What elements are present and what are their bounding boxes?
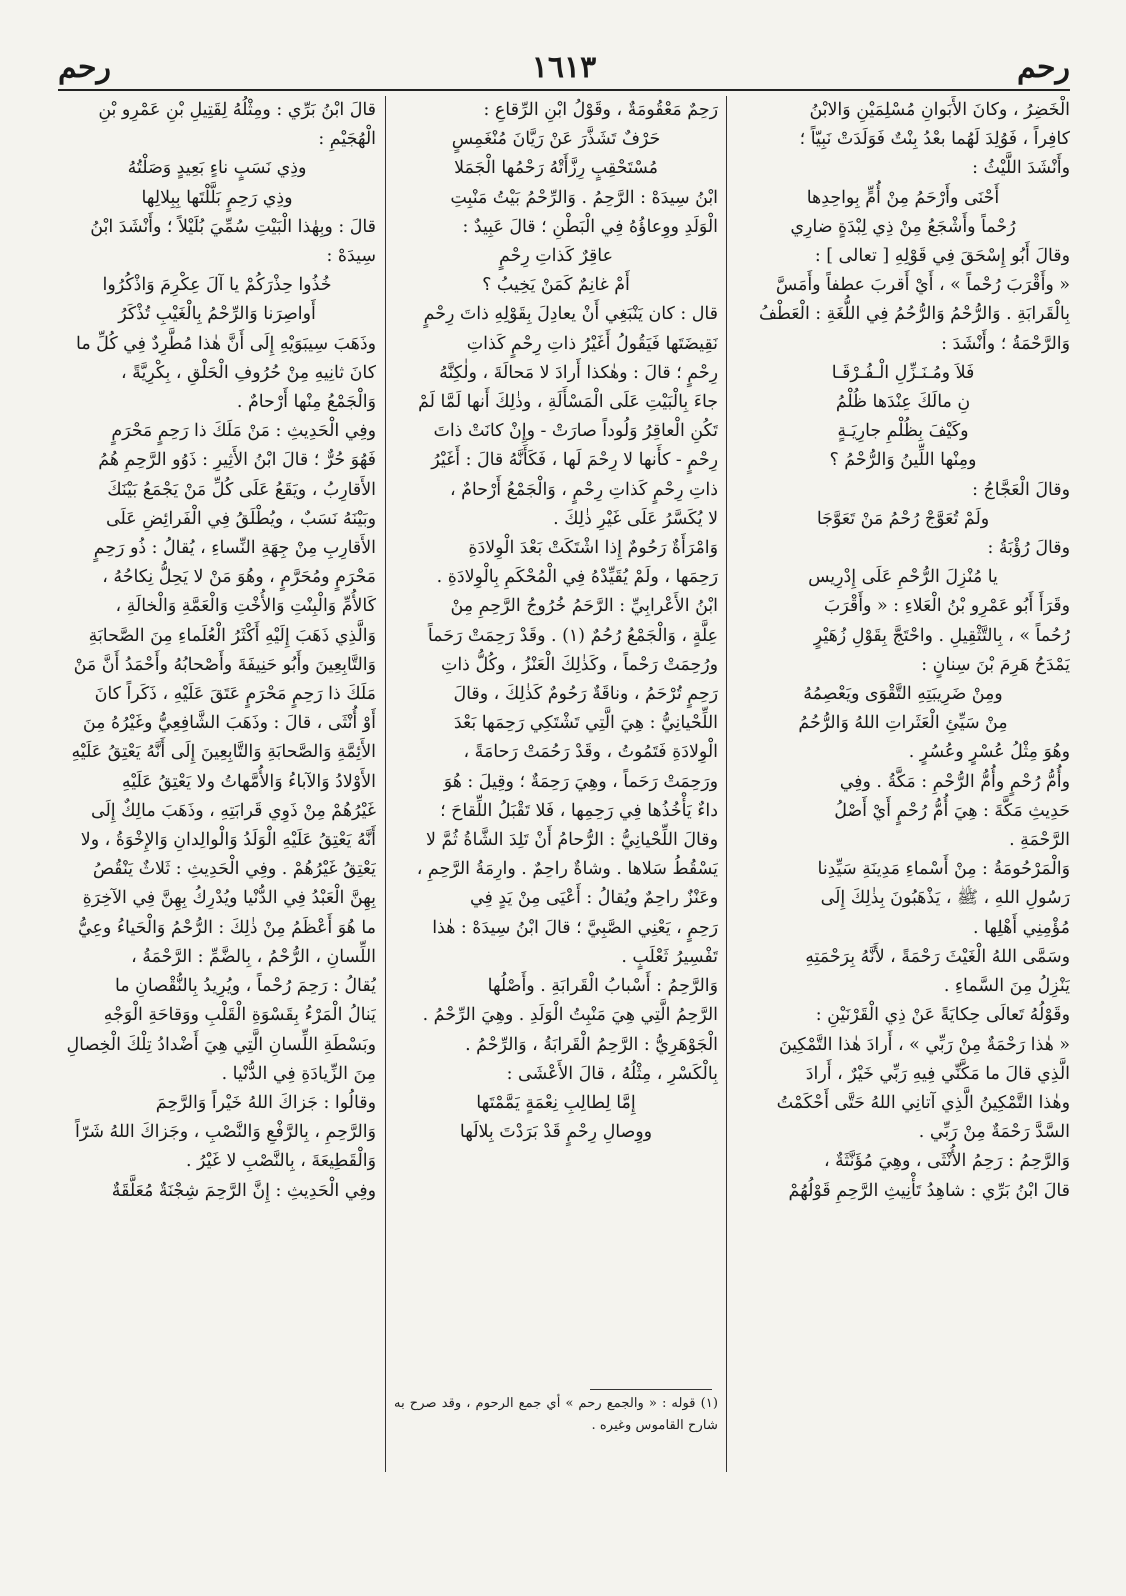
text-line: رِحْمٍ ؛ قالَ : وهٰكذا أَرادَ لا مَحالَةَ ، ولٰكِنَّهُ — [439, 362, 718, 383]
text-line: وَالرَّحِمِ ، بِالرَّفْعِ وَالنَّصْبِ ، وجَزاكَ اللهُ شَرّاً — [74, 1122, 376, 1143]
page-number: ١٦١٣ — [531, 50, 597, 85]
text-line: وَالتَّابِعِينَ وأَبُو حَنِيفَةَ وأَصْحابُهُ وأَحْمَدُ أَنَّ مَنْ — [73, 654, 376, 675]
text-line: رَحِمٍ تُرْحَمُ ، وناقَةٌ رَحُومٌ كَذٰلِكَ ، وقالَ — [453, 684, 718, 705]
text-line: كافِراً ، فَوُلِدَ لَهُما بعْدُ بِنْتٌ فَوَلَدَتْ نَبِيّاً ؛ — [799, 129, 1070, 150]
text-line: ورَحِمَتْ رَحَماً ، وهِيَ رَحِمَةٌ ؛ وقِيلَ : هُوَ — [443, 771, 718, 792]
text-line: وقالُوا : جَزاكَ اللهُ خَيْراً وَالرَّحِمَ — [155, 1092, 376, 1113]
text-line: الرَّحِمُ الَّتِي هِيَ مَنْبِتُ الْوَلَدِ . وهِيَ الرِّحْمُ . — [422, 1005, 718, 1026]
text-line: وهُوَ مِثْلُ عُسْرٍ وعُسُرٍ . — [908, 742, 1070, 763]
text-line: وعَنْزٌ راحِمٌ ويُقالُ : أَعْيَى مِنْ يَدٍ فِي — [470, 888, 718, 909]
text-line: نِ مالَكَ عِنْدَها ظُلْمُ — [835, 392, 971, 413]
text-line: « وأَقْرَبَ رُحْماً » ، أَيْ أَقربَ عطفاً وأَمَسَّ — [775, 275, 1070, 296]
text-line: رَحِمٌ مَعْقُومَةٌ ، وقَوْلُ ابْنِ الرِّقاعِ : — [483, 100, 718, 120]
text-line: ما هُوَ أَعْظَمُ مِنْ ذٰلِكَ : الرُّحْمُ وَالْحَياءُ وعِيُّ — [78, 917, 376, 938]
text-line: بِالْكَسْرِ ، مِثْلُهُ ، قالَ الأَعْشَى : — [506, 1063, 718, 1084]
text-line: الْوِلادَةِ فَتَمُوتُ ، وقَدْ رَحُمَتْ رَحامَةً ، — [463, 742, 718, 763]
text-line: « هٰذا رَحْمَةٌ مِنْ رَبِّي » ، أَرادَ هٰذا التَّمْكِينَ — [778, 1034, 1070, 1055]
text-line: نَقِيضَتَها فَيَقُولُ أَغَيْرُ ذاتِ رِحْمٍ كَذاتِ — [466, 333, 718, 354]
text-line: يَمْدَحُ هَرِمَ بْنَ سِنانٍ : — [921, 654, 1070, 675]
text-line: وقالَ اللِّحْيانِيُّ : الرُّحامُ أَنْ تَلِدَ الشَّاةُ ثُمَّ لا — [426, 830, 718, 851]
text-line: وهٰذا التَّمْكِينُ الَّذِي آتانِي اللهُ حَتَّى أَحْكَمْتُ — [776, 1092, 1070, 1113]
column-divider — [726, 96, 727, 1472]
text-line: الْجَوْهَرِيُّ : الرَّحِمُ الْقَرابَةُ ، وَالرِّحْمُ . — [465, 1034, 718, 1055]
text-line: وَالْجَمْعُ مِنْها أَرْحامٌ . — [236, 392, 376, 413]
footnote: (١) قوله : « والجمع رحم » أي جمع الرحوم ، وقد صرح به شارح القاموس وغيره . — [394, 1396, 718, 1433]
text-line: وقالَ رُؤْبَةُ : — [987, 538, 1070, 559]
header-right-word: رحم — [1017, 50, 1070, 85]
text-line: السَّدَّ رَحْمَةٌ مِنْ رَبِّي . — [918, 1122, 1070, 1143]
text-line: الْوَلَدِ ووِعاؤُهُ فِي الْبَطْنِ ؛ قالَ عَبِيدٌ : — [462, 216, 718, 237]
column-divider — [385, 96, 386, 1472]
text-line: فَلاَ ومُـنَـزِّلِ الْـفُـرْقَـا — [831, 362, 975, 383]
text-line: اللِّحْيانِيُّ : هِيَ الَّتِي تَشْتَكِي رَحِمَها بَعْدَ — [453, 713, 718, 734]
text-line: سِيدَهْ : — [326, 246, 376, 267]
text-line: يَعْتِقُ غَيْرُهُمْ . وفِي الْحَدِيثِ : ثَلاثٌ يَنْقُصُ — [92, 859, 376, 880]
header-rule — [58, 89, 1070, 91]
text-line: يُقالُ : رَحِمَ رُحْماً ، ويُرِيدُ بِالنُّقْصانِ ما — [114, 976, 376, 997]
text-line: مِنْ سَيِّئِ الْعَثَراتِ اللهُ وَالرُّحُمُ — [798, 713, 1008, 734]
text-line: أَحْنَى وأَرْحَمُ مِنْ أُمٍّ بِواحِدِها — [806, 187, 1000, 208]
column-middle — [394, 96, 718, 1476]
text-line: رِحْمٍ - كأَنها لا رِحْمَ لَها ، فَكَأَنَّهُ قالَ : أَغَيْرُ — [431, 450, 718, 471]
text-line: ابْنُ الأَعْرابِيِّ : الرَّحَمُ خُرُوجُ الرَّحِمِ مِنْ — [450, 596, 718, 617]
text-line: قالَ ابْنُ بَرِّي : ومِثْلُهُ لِقَتِيلِ بْنِ عَمْرِو بْنِ — [98, 100, 376, 120]
header-left-word: رحم — [58, 50, 111, 85]
text-line: بِالْقَرابَةِ . وَالرُّحْمُ وَالرُّحُمُ فِي اللُّغَةِ : الْعَطْفُ — [758, 304, 1070, 325]
text-line: وقالَ أَبُو إِسْحَقَ فِي قَوْلِهِ [ تعالى ] : — [814, 246, 1070, 267]
column-left — [58, 96, 376, 1476]
text-line: وَالرَّحْمَةُ ؛ وأَنْشَدَ : — [941, 333, 1070, 354]
text-line: ذاتِ رِحْمٍ كَذاتِ رِحْمٍ ، وَالْجَمْعُ أَرْحامٌ ، — [449, 479, 718, 500]
text-line: عاقِرٌ كَذاتِ رِحْمٍ — [499, 246, 613, 267]
text-line: رُحُماً » ، بِالتَّثْقِيلِ . واحْتَجَّ بِقَوْلِ زُهَيْرٍ — [813, 625, 1070, 646]
text-line: وذِي رَحِمٍ بَلَّلْتَها بِبِلالِها — [141, 187, 293, 208]
text-line: مُؤْمِنِي أَهْلِها . — [972, 917, 1070, 938]
text-line: أَوْ أُنْثَى ، قالَ : وذَهَبَ الشَّافِعِيُّ وغَيْرُهُ مِنَ — [82, 713, 376, 734]
column-right — [736, 96, 1070, 1476]
text-line: وفِي الْحَدِيثِ : مَنْ مَلَكَ ذا رَحِمٍ مَحْرَمٍ — [111, 421, 376, 442]
text-line: الْهُجَيْمِ : — [318, 129, 376, 150]
text-line: كانَ ثانِيهِ مِنْ حُرُوفِ الْحَلْقِ ، بِكْرِيَّةً ، — [121, 362, 376, 383]
text-line: كَالأُمِّ وَالْبِنْتِ وَالأُخْتِ وَالْعَمَّةِ وَالْخالَةِ ، — [115, 596, 376, 617]
text-line: تَفْسِيرُ ثَعْلَبٍ . — [621, 946, 718, 967]
text-line: ورُحِمَتْ رَحْماً ، وكَذٰلِكَ الْعَنْزُ ، وكُلُّ ذاتِ — [440, 654, 718, 675]
text-line: عِلَّةٍ ، وَالْجَمْعُ رُحُمٌ (١) . وقَدْ رَحِمَتْ رَحَماً — [427, 625, 718, 646]
text-line: وذِي نَسَبٍ ناءٍ بَعِيدٍ وَصَلْتُهُ — [127, 158, 307, 179]
text-line: إِمَّا لِطالِبِ نِعْمَةٍ يَمَّمْتَها — [476, 1092, 636, 1113]
text-line: حَرْفٌ تَشَذَّرَ عَنْ رَيَّانَ مُنْغَمِسٍ — [451, 129, 661, 150]
text-line: رَحِمٍ ، يَعْنِي الصَّبِيَّ ؛ قالَ ابْنُ سِيدَهْ : هٰذا — [432, 917, 718, 938]
text-line: ابْنُ سِيدَهْ : الرَّحِمُ . وَالرِّحْمُ بَيْتُ مَنْبِتِ — [450, 187, 718, 208]
text-line: وَالرَّحِمُ : أَسْبابُ الْقَرابَةِ . وأَصْلُها — [487, 976, 718, 997]
text-line: جاءَ بِالْبَيْتِ عَلَى الْمَسْأَلَةِ ، وذٰلِكَ أَنها لَمَّا لَمْ — [418, 392, 718, 413]
text-line: وَالَّذِي ذَهَبَ إِلَيْهِ أَكْثَرُ الْعُلَماءِ مِنَ الصَّحابَةِ — [88, 625, 376, 646]
text-line: وسَمَّى اللهُ الْغَيْثَ رَحْمَةً ، لأَنَّهُ بِرَحْمَتِهِ — [805, 946, 1070, 967]
text-line: رُحْماً وأَشْجَعُ مِنْ ذِي لِبْدَةٍ ضارِي — [790, 216, 1016, 237]
text-line: أَنَّهُ يَعْتِقُ عَلَيْهِ الْوَلَدُ وَالْوالِدانِ وَالإِخْوَةُ ، ولا — [80, 830, 376, 851]
footnote-rule — [590, 1389, 712, 1390]
text-line: وذَهَبَ سِيبَوَيْهِ إِلَى أَنَّ هٰذا مُطَّرِدٌ فِي كُلِّ ما — [76, 333, 376, 354]
text-line: الأَوْلادُ وَالآباءُ وَالأُمَّهاتُ ولا يَعْتِقُ عَلَيْهِ — [121, 771, 376, 792]
text-line: غَيْرُهُمْ مِنْ ذَوِي قَرابَتِهِ ، وذَهَبَ مالِكٌ إِلَى — [90, 800, 376, 821]
text-line: يا مُنْزِلَ الرُّحْمِ عَلَى إِدْرِيس — [808, 567, 998, 588]
text-line: داءٌ يَأْخُذُها فِي رَحِمِها ، فَلا تَقْبَلُ اللِّقاحَ ؛ — [440, 800, 718, 821]
text-line: رَسُولِ اللهِ ، ﷺ ، يَذْهَبُونَ بِذٰلِكَ إِلَى — [820, 888, 1070, 909]
text-line: الأَقارِبِ مِنْ جِهَةِ النِّساءِ ، يُقالُ : ذُو رَحِمٍ — [93, 538, 376, 559]
text-line: أَواصِرَنا وَالرِّحْمُ بِالْغَيْبِ تُذْكَرُ — [118, 304, 316, 325]
text-line: رَحِمَها ، ولَمْ يُقَيِّدْهُ فِي الْمُحْكَمِ بِالْوِلادَةِ . — [436, 567, 718, 588]
text-line: وقالَ الْعَجَّاجُ : — [972, 479, 1070, 500]
text-line: ومِنْها اللِّينُ وَالرُّحْمُ ؟ — [829, 450, 977, 471]
text-line: قالَ : وبِهٰذا الْبَيْتِ سُمِّيَ بُلَيْلاً ؛ وأَنْشَدَ ابْنُ — [90, 216, 376, 237]
text-line: قال : كان يَنْبَغِي أَنْ يعادِلَ بِقَوْلِهِ ذاتَ رِحْمٍ — [423, 304, 718, 325]
text-line: فَهُوَ حُرٌّ ؛ قالَ ابْنُ الأَثِيرِ : ذَوُو الرَّحِمِ هُمُ — [98, 450, 376, 471]
text-line: وَالْقَطِيعَةَ ، بِالنَّصْبِ لا غَيْرُ . — [185, 1151, 376, 1172]
text-line: وبَسْطَةِ اللِّسانِ الَّتِي هِيَ أَضْدادُ تِلْكَ الْخِصالِ — [66, 1034, 376, 1055]
text-line: وقَوْلُهُ تَعالَى حِكايَةً عَنْ ذِي الْقَرْنَيْنِ : — [815, 1005, 1070, 1026]
page-header — [58, 48, 1070, 88]
text-line: مَحْرَمٍ ومُحَرَّمٍ ، وهُوَ مَنْ لا يَحِلُّ نِكاحُهُ ، — [102, 567, 376, 588]
text-line: اللِّسانِ ، الرُّحْمُ ، بِالضَّمِّ : الرَّحْمَةُ ، — [131, 946, 376, 967]
text-line: ولَمْ تُعَوَّجْ رُحْمُ مَنْ تَعَوَّجَا — [816, 508, 990, 529]
text-line: حَدِيثِ مَكَّةَ : هِيَ أُمُّ رُحْمٍ أَيْ أَصْلُ — [834, 800, 1070, 821]
text-line: وقَرَأَ أَبُو عَمْرِو بْنُ الْعَلاءِ : « وأَقْرَبَ — [823, 596, 1070, 617]
text-line: الَّذِي قالَ ما مَكَّنِّي فِيهِ رَبِّي خَيْرٌ ، أَرادَ — [805, 1063, 1070, 1084]
text-line: لا يُكَسَّرُ عَلَى غَيْرِ ذٰلِكَ . — [553, 508, 718, 529]
text-line: الأَئِمَّةِ وَالصَّحابَةِ وَالتَّابِعِينَ إِلَى أَنَّهُ يَعْتِقُ عَلَيْهِ — [71, 742, 376, 763]
text-line: يَنالُ الْمَرْءُ بِقَسْوَةِ الْقَلْبِ ووَقاحَةِ الْوَجْهِ — [103, 1005, 376, 1026]
text-line: الأَقارِبُ ، ويَقَعُ عَلَى كُلِّ مَنْ يَجْمَعُ بَيْنَكَ — [107, 479, 376, 500]
text-line: قالَ ابْنُ بَرِّي : شاهِدُ تَأْنِيثِ الرَّحِمِ قَوْلُهُمْ — [788, 1180, 1070, 1201]
text-line: وفِي الْحَدِيثِ : إِنَّ الرَّحِمَ شِجْنَةٌ مُعَلَّقَةٌ — [111, 1180, 376, 1201]
text-line: مَلَكَ ذا رَحِمٍ مَحْرَمٍ عَتَقَ عَلَيْهِ ، ذَكَراً كانَ — [94, 684, 376, 705]
text-line: يَسْقُطُ سَلاها . وشاةٌ راحِمٌ . وارِمَةُ الرَّحِمِ ، — [416, 859, 718, 880]
text-line: أَمْ غانِمٌ كَمَنْ يَخِيبُ ؟ — [482, 275, 630, 296]
text-line: وَالْمَرْحُومَةُ : مِنْ أَسْماءِ مَدِينَةِ سَيِّدِنا — [817, 859, 1070, 880]
text-line: الرَّحْمَةِ . — [1009, 830, 1070, 851]
text-line: وَالرَّحِمُ : رَحِمُ الأُنْثَى ، وهِيَ مُؤَنَّثَةٌ ، — [823, 1151, 1070, 1172]
text-line: يَنْزِلُ مِنَ السَّماءِ . — [943, 976, 1070, 997]
text-line: خُذُوا حِذْرَكُمْ يا آلَ عِكْرِمَ وَاذْكُرُوا — [102, 275, 332, 296]
text-line: وكَيْفَ بِظُلْمِ جارِيَـةٍ — [837, 421, 969, 442]
text-line: الْخَضِرُ ، وكانَ الأَبَوانِ مُسْلِمَيْنِ وَالابْنُ — [809, 100, 1070, 120]
text-line: مِنَ الزِّيادَةِ فِي الدُّنْيا . — [221, 1063, 376, 1084]
text-line: ومِنْ ضَرِيبَتِهِ التَّقْوَى ويَعْصِمُهُ — [803, 684, 1003, 705]
text-line: وأُمُّ رُحْمٍ وأُمُّ الرُّحْمِ : مَكَّةُ . وفِي — [839, 771, 1070, 792]
text-line: مُسْتَحْقِبٍ رِزَّأَتْهُ رَحْمُها الْجَمَلا — [454, 158, 658, 179]
text-line: وبَيْنَهُ نَسَبٌ ، ويُطْلَقُ فِي الْفَرائِضِ عَلَى — [106, 508, 376, 529]
text-line: بِهِنَّ الْعَبْدُ فِي الدُّنْيا ويُدْرِكُ بِهِنَّ فِي الآخِرَةِ — [82, 888, 376, 909]
text-line: ووِصالِ رِحْمٍ قَدْ بَرَدْتَ بِلالَها — [459, 1122, 653, 1143]
text-line: وأَنْشَدَ اللَّيْثُ : — [972, 158, 1070, 179]
text-line: وَامْرَأَةٌ رَحُومٌ إِذا اشْتَكَتْ بَعْدَ الْوِلادَةِ — [468, 538, 718, 559]
text-line: تَكُنِ الْعاقِرُ وَلُوداً صارَتْ - وإِنْ كانَتْ ذاتَ — [433, 421, 718, 442]
